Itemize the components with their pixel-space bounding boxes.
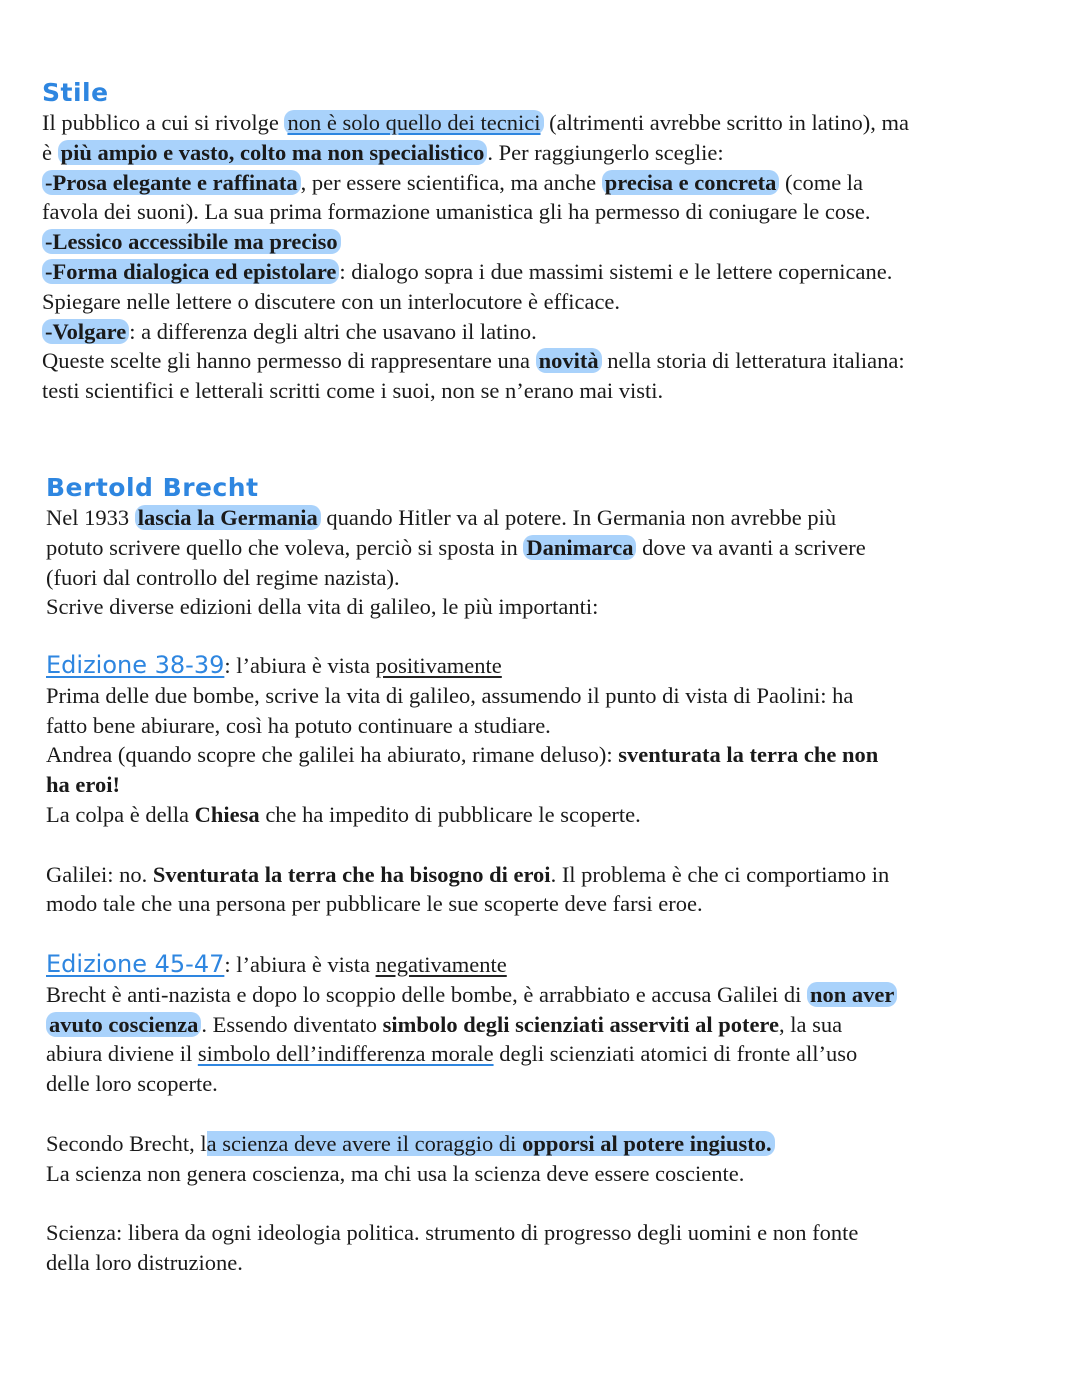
edizione-38-39-section (46, 651, 1080, 919)
edizione-45-47-section (46, 950, 1080, 1278)
spacer (46, 1188, 1080, 1218)
ed1-line-1: Prima delle due bombe, scrive la vita di galileo, assumendo il punto di vista di Paolini: ha (46, 682, 854, 708)
ed2-line-5: Secondo Brecht, la scienza deve avere il coraggio di opporsi al potere ingiusto. (46, 1129, 1080, 1159)
stile-line-4: favola dei suoni). La sua prima formazione umanistica gli ha permesso di coniugare le cose. (42, 199, 871, 225)
ed1-line-6: Galilei: no. Sventurata la terra che ha bisogno di eroi. Il problema è che ci comportiamo in (46, 861, 890, 887)
stile-line-3: -Prosa elegante e raffinata , per essere scientifica, ma anche precisa e concreta (come la (42, 168, 1080, 198)
brecht-line-1: Nel 1933 lascia la Germania quando Hitler va al potere. In Germania non avrebbe più (46, 505, 837, 530)
ed2-line-2: avuto coscienza . Essendo diventato simbolo degli scienziati asserviti al potere, la sua (46, 1010, 1080, 1040)
highlight: non aver (807, 982, 897, 1007)
ed1-line-7: modo tale che una persona per pubblicare le sue scoperte deve farsi eroe. (46, 891, 703, 917)
brecht-heading: Bertold Brecht (46, 473, 259, 502)
stile-line-2: è più ampio e vasto, colto ma non specialistico . Per raggiungerlo sceglie: (42, 139, 724, 165)
stile-line-6: -Forma dialogica ed epistolare : dialogo sopra i due massimi sistemi e le lettere copernicane. (42, 257, 1080, 287)
ed1-line-5: La colpa è della Chiesa che ha impedito di pubblicare le scoperte. (46, 801, 641, 827)
stile-section (42, 78, 1080, 406)
stile-line-7: Spiegare nelle lettere o discutere con un interlocutore è efficace. (42, 288, 621, 314)
ed1-line-4: ha eroi! (46, 772, 120, 798)
brecht-line-4: Scrive diverse edizioni della vita di galileo, le più importanti: (46, 594, 599, 620)
highlight: opporsi al potere ingiusto. (522, 1131, 775, 1156)
brecht-line-2: potuto scrivere quello che voleva, perciò si sposta in Danimarca dove va avanti a scrivere (46, 534, 866, 560)
stile-line-9: Queste scelte gli hanno permesso di rappresentare una novità nella storia di letteratura italiana: (42, 348, 905, 374)
highlight: a scienza deve avere il coraggio di (206, 1130, 523, 1156)
stile-line-1: Il pubblico a cui si rivolge non è solo quello dei tecnici (altrimenti avrebbe scritto in latino), ma (42, 110, 910, 135)
highlight: -Forma dialogica ed epistolare (42, 259, 339, 284)
highlight: lascia la Germania (135, 505, 321, 530)
highlight: -Volgare (42, 319, 129, 344)
stile-line-10: testi scientifici e letterali scritti come i suoi, non se n’erano mai visti. (42, 378, 664, 404)
spacer (46, 830, 1080, 860)
highlight: -Lessico accessibile ma preciso (42, 229, 341, 254)
stile-line-5 (42, 227, 1080, 257)
highlight: -Prosa elegante e raffinata (42, 170, 301, 195)
brecht-section (46, 473, 1080, 622)
edizione-45-47-title: Edizione 45-47 (46, 950, 225, 978)
brecht-line-3: (fuori dal controllo del regime nazista). (46, 564, 400, 590)
edizione-38-39-title: Edizione 38-39 (46, 651, 225, 679)
spacer (46, 1099, 1080, 1129)
ed2-line-8: della loro distruzione. (46, 1249, 243, 1275)
highlight: Danimarca (523, 535, 636, 560)
stile-line-8: -Volgare : a differenza degli altri che usavano il latino. (42, 317, 1080, 347)
edizione-45-47-title-line: Edizione 45-47: l’abiura è vista negativamente (46, 950, 507, 978)
ed2-line-1: Brecht è anti-nazista e dopo lo scoppio delle bombe, è arrabbiato e accusa Galilei di non aver (46, 980, 1080, 1010)
ed2-line-7: Scienza: libera da ogni ideologia politica. strumento di progresso degli uomini e non fonte (46, 1220, 859, 1246)
ed2-line-6: La scienza non genera coscienza, ma chi usa la scienza deve essere cosciente. (46, 1160, 745, 1186)
ed2-line-3: abiura diviene il simbolo dell’indifferenza morale degli scienziati atomici di fronte all’uso (46, 1041, 858, 1067)
edizione-38-39-title-line: Edizione 38-39: l’abiura è vista positivamente (46, 651, 502, 679)
ed1-line-2: fatto bene abiurare, così ha potuto continuare a studiare. (46, 712, 551, 738)
highlight: precisa e concreta (602, 170, 780, 195)
highlight: non è solo quello dei tecnici (284, 110, 543, 135)
stile-heading: Stile (42, 78, 109, 107)
highlight: avuto coscienza (46, 1012, 201, 1037)
highlight: più ampio e vasto, colto ma non specialistico (58, 140, 488, 165)
highlight: novità (536, 348, 602, 373)
ed2-line-4: delle loro scoperte. (46, 1071, 218, 1097)
ed1-line-3: Andrea (quando scopre che galilei ha abiurato, rimane deluso): sventurata la terra che non (46, 742, 879, 768)
